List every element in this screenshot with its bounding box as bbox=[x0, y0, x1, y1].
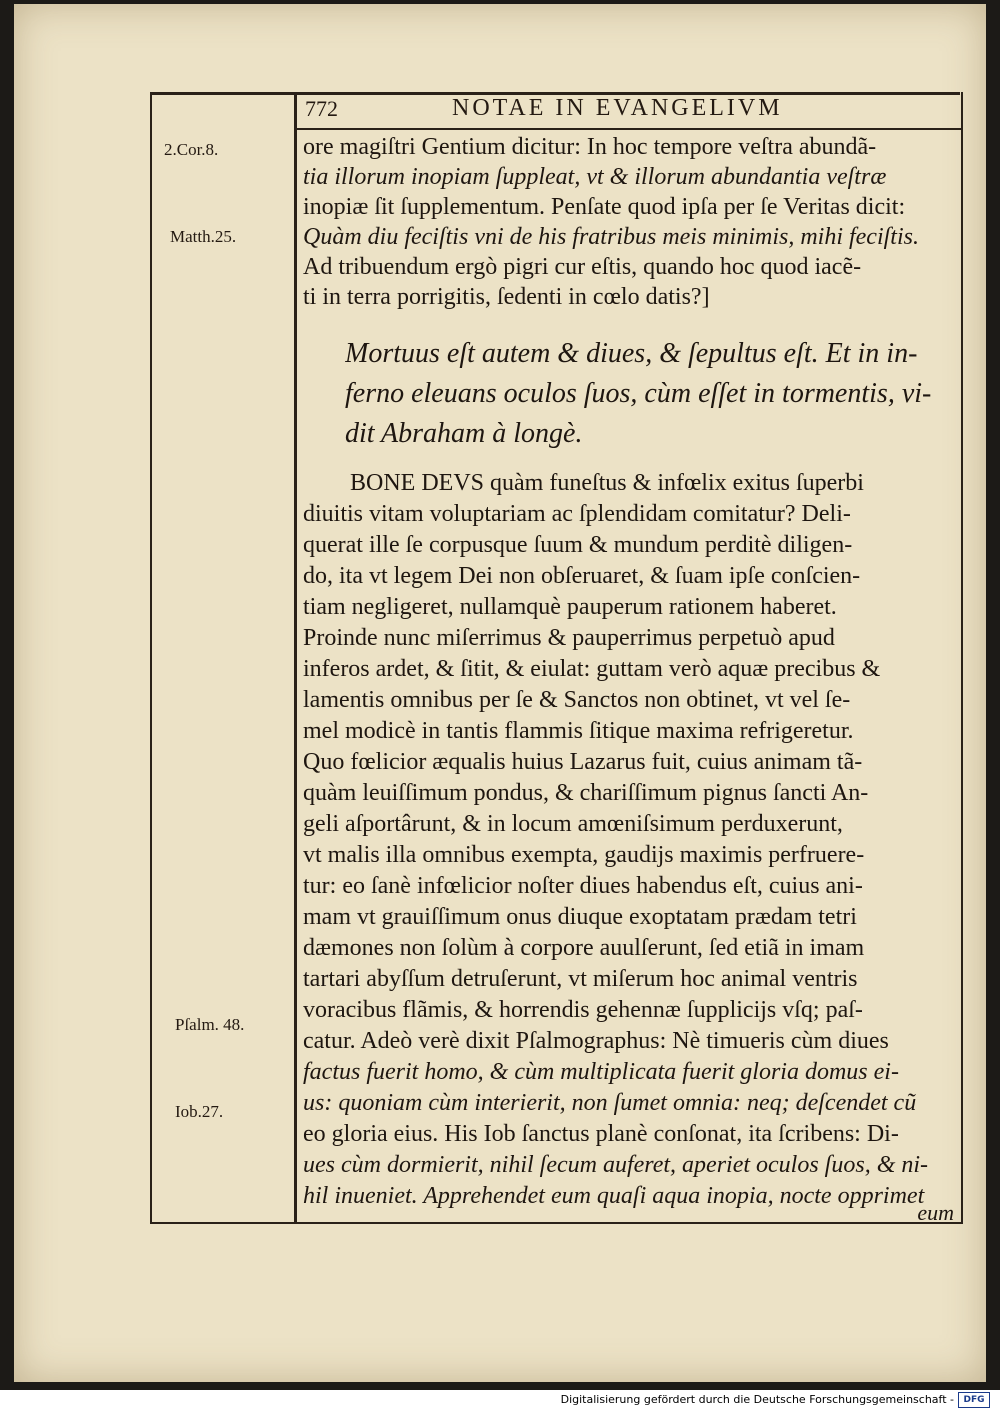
text-line: factus fuerit homo, & cùm multiplicata fuerit gloria domus ei- bbox=[303, 1059, 899, 1085]
text-line: lamentis omnibus per ſe & Sanctos non obtinet, vt vel ſe- bbox=[303, 687, 851, 713]
text-line: ore magiſtri Gentium dicitur: In hoc tempore veſtra abundã- bbox=[303, 134, 877, 160]
text-line: ues cùm dormierit, nihil ſecum auferet, aperiet oculos ſuos, & ni- bbox=[303, 1152, 929, 1178]
text-line: mel modicè in tantis flammis ſitique maxima refrigeretur. bbox=[303, 718, 854, 744]
text-line: Quo fœlicior æqualis huius Lazarus fuit, cuius animam tã- bbox=[303, 749, 863, 775]
text-line: ti in terra porrigitis, ſedenti in cœlo datis?] bbox=[303, 284, 710, 310]
text-line: hil inueniet. Apprehendet eum quaſi aqua inopia, nocte opprimet bbox=[303, 1183, 925, 1209]
running-title: NOTAE IN EVANGELIVM bbox=[452, 95, 783, 121]
bottom-rule bbox=[150, 1222, 963, 1224]
text-line: Proinde nunc miſerrimus & pauperrimus perpetuò apud bbox=[303, 625, 835, 651]
text-line: quàm leuiſſimum pondus, & chariſſimum pignus ſancti An- bbox=[303, 780, 869, 806]
margin-note-iob: Iob.27. bbox=[175, 1102, 224, 1121]
dfg-logo bbox=[958, 1392, 990, 1408]
gospel-quote-line: ferno eleuans oculos ſuos, cùm eſſet in tormentis, vi- bbox=[345, 378, 932, 409]
text-line: eo gloria eius. His Iob ſanctus planè conſonat, ita ſcribens: Di- bbox=[303, 1121, 899, 1147]
text-line: us: quoniam cùm interierit, non ſumet omnia: neq; deſcendet cũ bbox=[303, 1090, 917, 1116]
text-top-rule bbox=[295, 128, 961, 130]
text-line: tartari abyſſum detruſerunt, vt miſerum hoc animal ventris bbox=[303, 966, 858, 992]
left-border bbox=[150, 92, 152, 1222]
margin-note-matth: Matth.25. bbox=[170, 227, 237, 246]
margin-note-psalm: Pſalm. 48. bbox=[175, 1015, 245, 1034]
text-line: querat ille ſe corpusque ſuum & mundum perditè diligen- bbox=[303, 532, 853, 558]
text-line: tiam negligeret, nullamquè pauperum rationem haberet. bbox=[303, 594, 837, 620]
text-line: Ad tribuendum ergò pigri cur eſtis, quando hoc quod iacẽ- bbox=[303, 254, 862, 280]
text-line: mam vt grauiſſimum onus diuque exoptatam prædam tetri bbox=[303, 904, 857, 930]
text-line: tur: eo ſanè infœlicior noſter diues habendus eſt, cuius ani- bbox=[303, 873, 863, 899]
text-line: BONE DEVS quàm funeſtus & infœlix exitus ſuperbi bbox=[350, 470, 864, 496]
right-border bbox=[961, 92, 963, 1222]
text-line: inferos ardet, & ſitit, & eiulat: guttam verò aquæ precibus & bbox=[303, 656, 881, 682]
margin-divider bbox=[294, 92, 297, 1222]
text-line: geli aſportârunt, & in locum amœniſsimum perduxerunt, bbox=[303, 811, 843, 837]
footer-credit: Digitalisierung gefördert durch die Deutsche Forschungsgemeinschaft - bbox=[560, 1393, 954, 1406]
margin-note-cor: 2.Cor.8. bbox=[164, 140, 219, 159]
dfg-logo-text: DFG bbox=[963, 1395, 985, 1405]
text-line: do, ita vt legem Dei non obſeruaret, & ſuam ipſe conſcien- bbox=[303, 563, 861, 589]
text-line: Quàm diu feciſtis vni de his fratribus meis minimis, mihi feciſtis. bbox=[303, 224, 919, 250]
gospel-quote-line: dit Abraham à longè. bbox=[345, 418, 583, 449]
page-number: 772 bbox=[305, 96, 338, 121]
text-line: dæmones non ſolùm à corpore auulſerunt, ſed etiã in imam bbox=[303, 935, 865, 961]
gospel-quote-line: Mortuus eſt autem & diues, & ſepultus eſt. Et in in- bbox=[345, 338, 918, 369]
text-line: tia illorum inopiam ſuppleat, vt & illorum abundantia veſtræ bbox=[303, 164, 887, 190]
catchword: eum bbox=[917, 1200, 954, 1225]
text-line: vt malis illa omnibus exempta, gaudijs maximis perfruere- bbox=[303, 842, 865, 868]
text-line: inopiæ ſit ſupplementum. Penſate quod ipſa per ſe Veritas dicit: bbox=[303, 194, 906, 220]
text-line: voracibus flãmis, & horrendis gehennæ ſupplicijs vſq; paſ- bbox=[303, 997, 863, 1023]
text-line: diuitis vitam voluptariam ac ſplendidam comitatur? Deli- bbox=[303, 501, 851, 527]
text-line: catur. Adeò verè dixit Pſalmographus: Nè timueris cùm diues bbox=[303, 1028, 889, 1054]
